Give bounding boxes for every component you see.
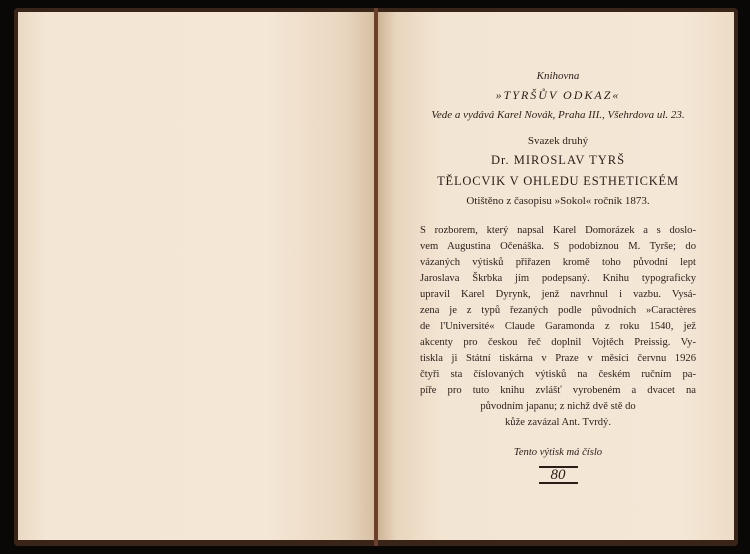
library-label: Knihovna	[536, 70, 580, 82]
colophon-line: původním japanu; z nichž dvě stě do	[480, 401, 636, 412]
colophon-line: tiskla ji Státní tiskárna v Praze v měsíci červnu 1926	[420, 353, 696, 364]
colophon-line: de l'Université« Claude Garamonda z roku 1540, jež	[420, 321, 696, 332]
author-name: Dr. MIROSLAV TYRŠ	[490, 153, 626, 167]
colophon-line: vem Augustina Očenáška. S podobiznou M. Tyrše; do	[420, 241, 696, 252]
colophon-line: čtyři sta číslovaných výtisků na českém ručním pa-	[420, 369, 696, 380]
left-page	[18, 12, 374, 540]
copy-number-label: Tento výtisk má číslo	[513, 447, 603, 458]
right-page	[378, 12, 734, 540]
book-title: TĚLOCVIK V OHLEDU ESTHETICKÉM	[437, 174, 679, 188]
colophon-line: upravil Karel Dyrynk, jenž navrhnul i vazbu. Vysá-	[420, 289, 696, 300]
colophon-line: zena je z typů řezaných podle původních »Caractères	[420, 305, 696, 316]
copy-number-handwritten: 80	[539, 466, 578, 484]
volume-label: Svazek druhý	[527, 135, 589, 147]
series-title: »TYRŠŮV ODKAZ«	[495, 88, 621, 102]
colophon-line: Jaroslava Škrbka jím podepsaný. Knihu typograficky	[420, 273, 696, 284]
colophon-paragraph	[420, 223, 696, 431]
colophon-text-block	[420, 70, 696, 484]
colophon-line: kůže zavázal Ant. Tvrdý.	[505, 417, 611, 428]
colophon-line: vázaných výtisků přiřazen kromě toho původní lept	[420, 257, 696, 268]
reprint-note: Otištěno z časopisu »Sokol« ročník 1873.	[466, 195, 650, 207]
colophon-line: akcenty pro českou řeč doplnil Vojtěch Preissig. Vy-	[420, 337, 696, 348]
open-book	[14, 8, 738, 546]
colophon-line: píře pro tuto knihu zvlášť vyrobeném a dvacet na	[420, 385, 696, 396]
publisher-line: Vede a vydává Karel Novák, Praha III., Všehrdova ul. 23.	[431, 109, 685, 121]
colophon-line: S rozborem, který napsal Karel Domorázek a s doslo-	[420, 225, 696, 236]
